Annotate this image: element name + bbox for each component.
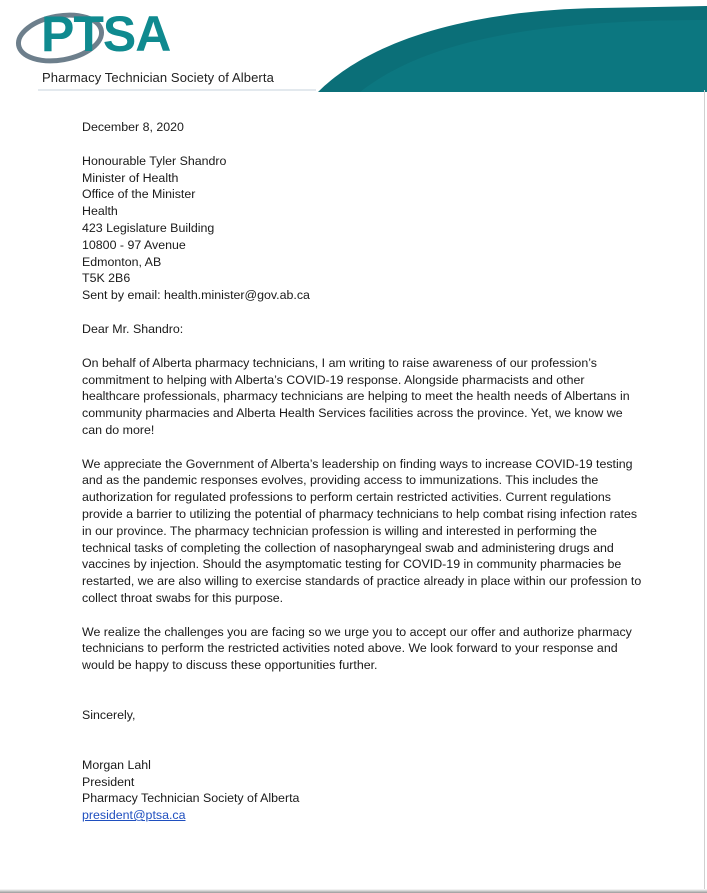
signer-title: President [82, 774, 135, 789]
recipient-line: 423 Legislature Building [82, 220, 215, 235]
body-paragraph-1: On behalf of Alberta pharmacy technicians, I am writing to raise awareness of our profession’s commitment to helping with Alberta’s COVID-19 response. Alongside pharmacists and other healthcare professionals, pharmacy technicians are helping to meet the health needs of Albertans in community pharmacies and Alberta Health Services facilities across the province. Yet, we know we can do more! [82, 355, 630, 437]
recipient-line: Office of the Minister [82, 187, 196, 202]
recipient-line: 10800 - 97 Avenue [82, 237, 186, 252]
letter-body [82, 119, 642, 824]
closing: Sincerely, [82, 707, 136, 722]
body-paragraph-3: We realize the challenges you are facing so we urge you to accept our offer and authorize pharmacy technicians to perform the restricted activities noted above. We look forward to your response and would be happy to discuss these opportunities further. [82, 624, 632, 673]
recipient-line: Honourable Tyler Shandro [82, 153, 227, 168]
body-paragraph-2: We appreciate the Government of Alberta’s leadership on finding ways to increase COVID-19 testing and as the pandemic responses evolves, providing access to immunizations. This includes the authorization for regulated professions to perform certain restricted activities. Current regulations provide a barrier to utilizing the potential of pharmacy technicians to help combat rising infection rates in our province. The pharmacy technician profession is willing and interested in performing the technical tasks of completing the collection of nasopharyngeal swab and administering drugs and vaccines by injection. Should the asymptomatic testing for COVID-19 in community pharmacies be restarted, we are also willing to exercise standards of practice already in place within our profession to collect throat swabs for this purpose. [82, 456, 642, 605]
recipient-line: Minister of Health [82, 170, 179, 185]
signer-email-link[interactable]: president@ptsa.ca [82, 808, 186, 823]
signer-org: Pharmacy Technician Society of Alberta [82, 791, 300, 806]
recipient-line: Health [82, 204, 118, 219]
recipient-line: Sent by email: health.minister@gov.ab.ca [82, 288, 310, 303]
salutation: Dear Mr. Shandro: [82, 321, 184, 336]
ptsa-logo: PTSA [41, 6, 171, 62]
page-edge [704, 90, 705, 893]
signer-name: Morgan Lahl [82, 757, 151, 772]
letter-date: December 8, 2020 [82, 120, 184, 134]
letterhead-banner [0, 0, 707, 100]
org-name: Pharmacy Technician Society of Alberta [42, 70, 274, 85]
signature-block [82, 757, 642, 824]
page-bottom-shadow [0, 889, 707, 893]
recipient-address [82, 153, 642, 304]
recipient-line: Edmonton, AB [82, 254, 162, 269]
recipient-line: T5K 2B6 [82, 271, 131, 286]
